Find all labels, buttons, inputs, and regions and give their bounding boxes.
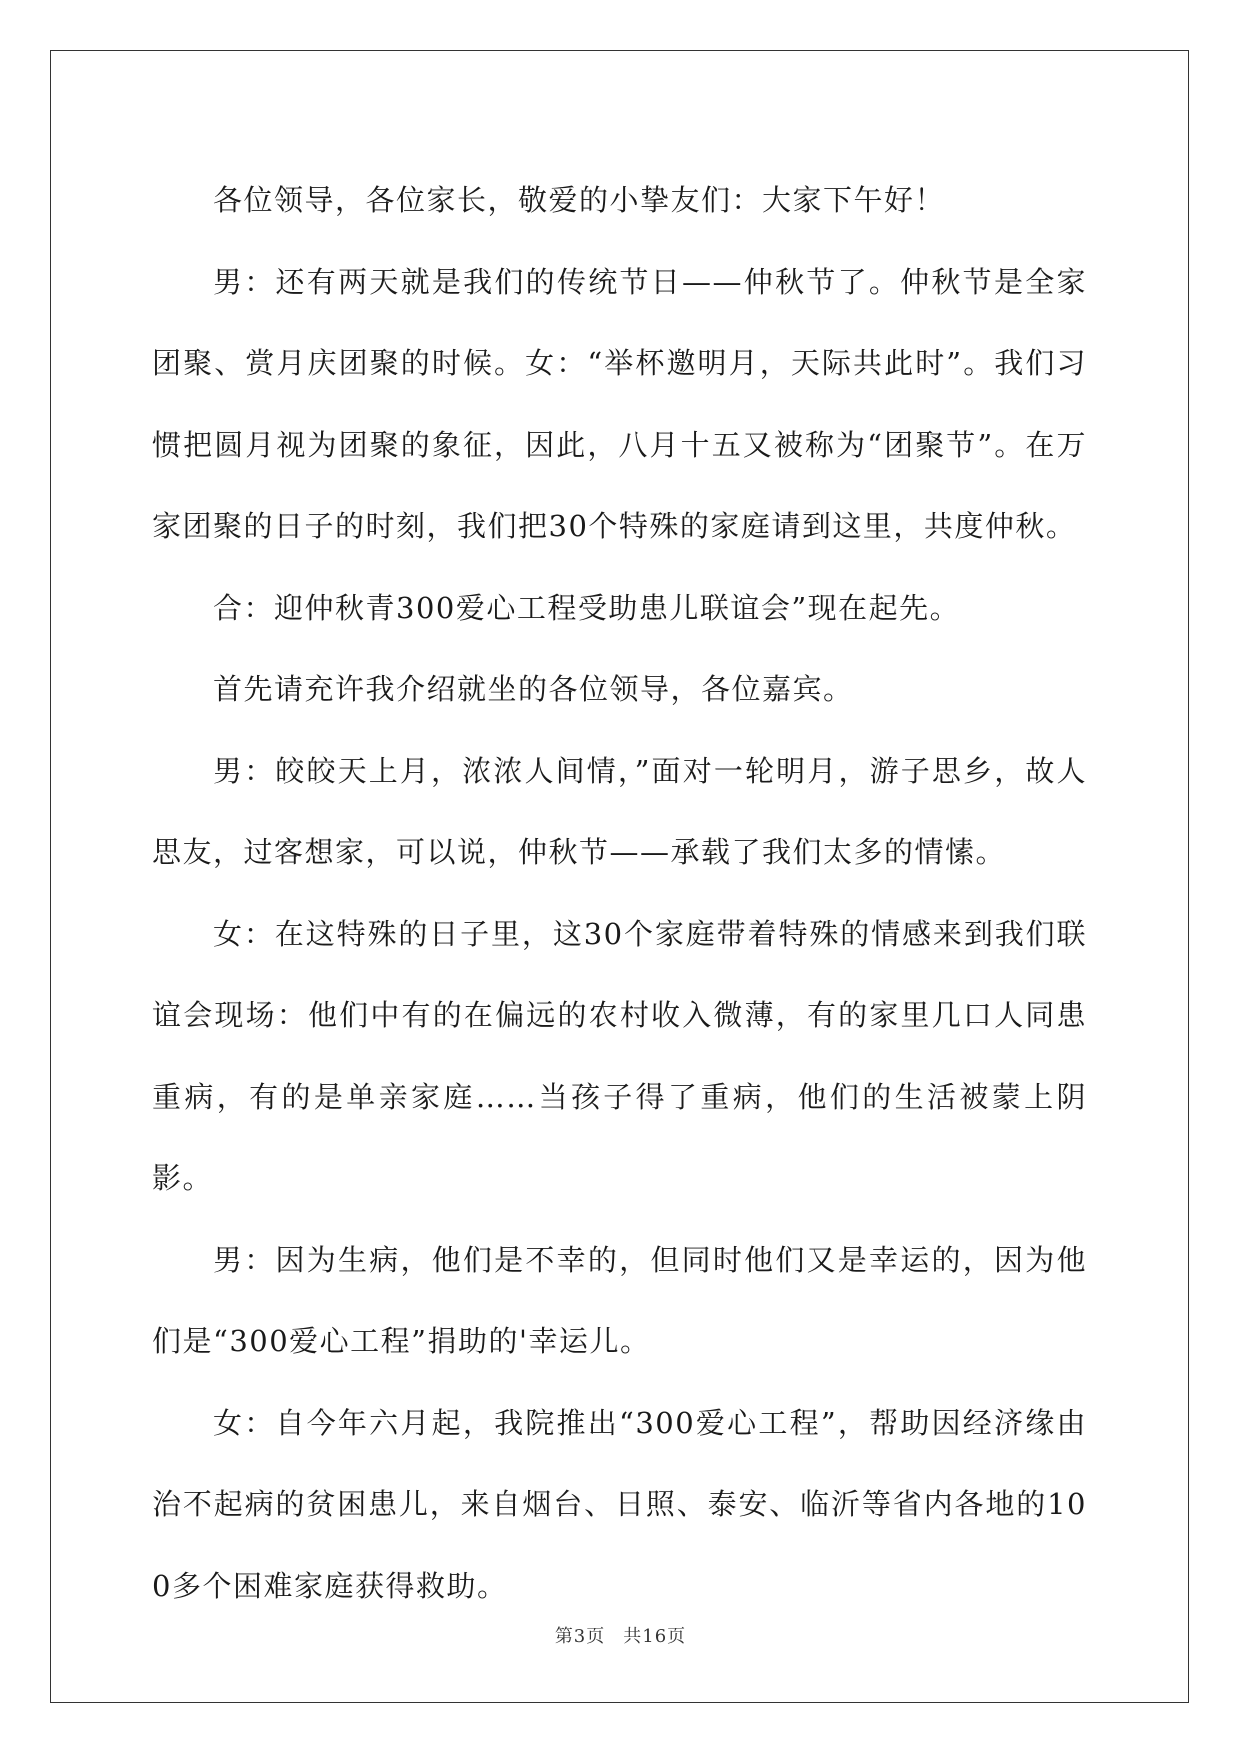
paragraph-families: 女：在这特殊的日子里，这30个家庭带着特殊的情感来到我们联谊会现场：他们中有的在偏远的农村收入微薄，有的家里几口人同患重病，有的是单亲家庭……当孩子得了重病，他们的生活被蒙上阴影。 — [152, 916, 1087, 1195]
page-number: 第3页 — [554, 1626, 606, 1647]
paragraph-greeting: 各位领导，各位家长，敬爱的小挚友们：大家下午好！ — [213, 183, 946, 217]
paragraph-introduce-guests: 首先请充许我介绍就坐的各位领导，各位嘉宾。 — [213, 672, 854, 706]
paragraph-lucky-ones: 男：因为生病，他们是不幸的，但同时他们又是幸运的，因为他们是“300爱心工程”捐助的'幸运儿。 — [152, 1242, 1087, 1358]
document-body — [152, 160, 1087, 1627]
paragraph-moonlight: 男：皎皎天上月，浓浓人间情，”面对一轮明月，游子思乡，故人思友，过客想家，可以说，仲秋节——承载了我们太多的情愫。 — [152, 753, 1087, 869]
paragraph-charity-project: 女：自今年六月起，我院推出“300爱心工程”，帮助因经济缘由治不起病的贫困患儿，来自烟台、日照、泰安、临沂等省内各地的100多个困难家庭获得救助。 — [152, 1405, 1087, 1603]
paragraph-opening: 合：迎仲秋青300爱心工程受助患儿联谊会”现在起先。 — [213, 590, 961, 625]
page-total: 共16页 — [623, 1626, 687, 1647]
page-footer — [0, 1622, 1241, 1648]
paragraph-festival-intro: 男：还有两天就是我们的传统节日——仲秋节了。仲秋节是全家团聚、赏月庆团聚的时候。女：“举杯邀明月，天际共此时”。我们习惯把圆月视为团聚的象征，因此，八月十五又被称为“团聚节”。在万家团聚的日子的时刻，我们把30个特殊的家庭请到这里，共度仲秋。 — [152, 264, 1087, 543]
